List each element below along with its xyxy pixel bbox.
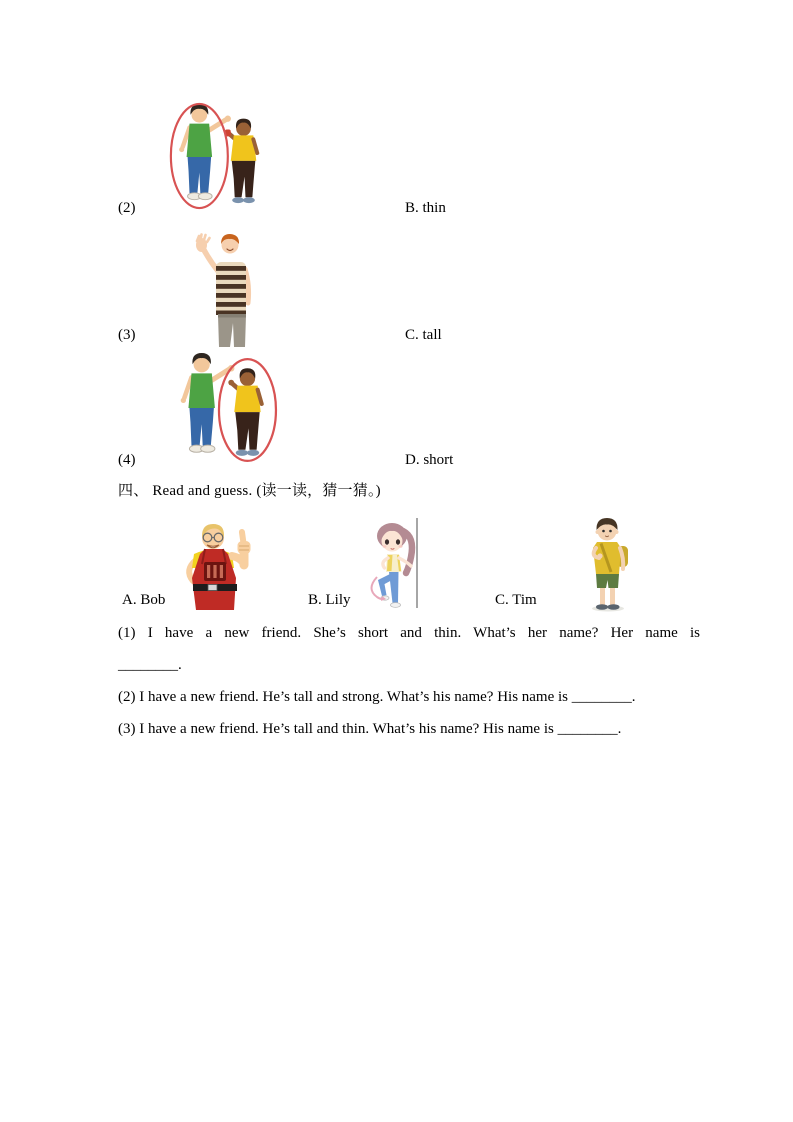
item-4-option: D. short (405, 452, 454, 468)
item-3-option: C. tall (405, 327, 442, 343)
choice-a-label: A. Bob (122, 592, 166, 608)
choice-c-label: C. Tim (495, 592, 537, 608)
item-2-number: (2) (118, 200, 136, 216)
item-4-number: (4) (118, 452, 136, 468)
question-1-answer-blank: ________. (118, 657, 182, 673)
item-3-number: (3) (118, 327, 136, 343)
question-2-line: (2) I have a new friend. He’s tall and strong. What’s his name? His name is ________. (118, 689, 636, 705)
question-1-line-1: (1) I have a new friend. She’s short and thin. What’s her name? Her name is (118, 625, 700, 641)
two-boys-taller-boy-circled-illustration (164, 97, 272, 214)
boy-with-backpack-illustration (577, 516, 641, 612)
section-4-heading: 四、 Read and guess. (读一读，猜一猜。) (118, 483, 381, 499)
question-3-line: (3) I have a new friend. He’s tall and thin. What’s his name? His name is ________. (118, 721, 622, 737)
two-boys-shorter-boy-circled-illustration (163, 351, 279, 465)
choice-b-label: B. Lily (308, 592, 351, 608)
item-2-option: B. thin (405, 200, 446, 216)
boy-waving-striped-shirt-illustration (190, 229, 266, 347)
